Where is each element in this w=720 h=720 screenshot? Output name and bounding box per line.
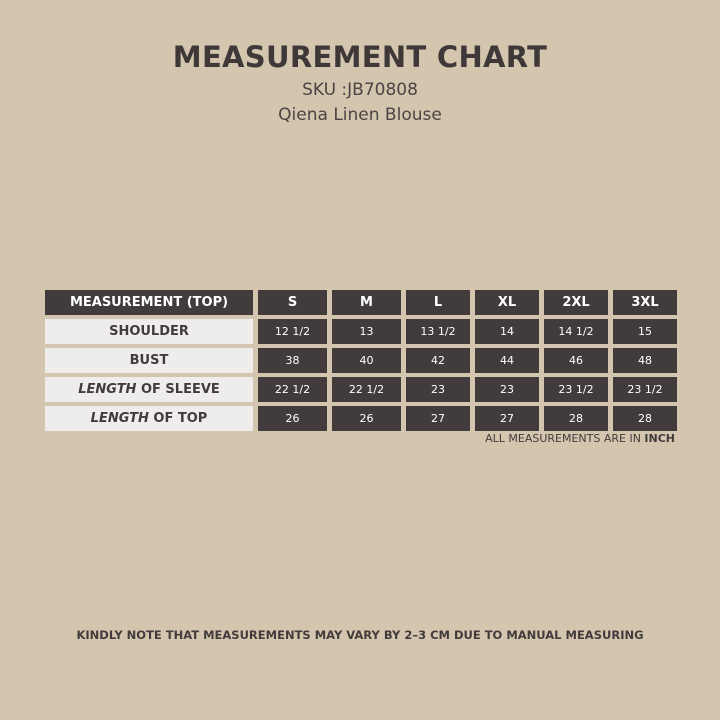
table-cell: 23 1/2 (544, 377, 608, 402)
size-header-2xl: 2XL (544, 290, 608, 315)
product-name: Qiena Linen Blouse (278, 105, 442, 125)
row-label-bust (45, 348, 253, 373)
unit-note-text: ALL MEASUREMENTS ARE IN (485, 432, 645, 445)
table-cell: 23 1/2 (613, 377, 677, 402)
table-cell: 13 1/2 (406, 319, 470, 344)
row-label-text: OF SLEEVE (136, 382, 220, 397)
row-label-emphasis: LENGTH (90, 411, 149, 426)
table-cell: 27 (475, 406, 539, 431)
table-cell: 40 (332, 348, 401, 373)
footer-disclaimer: KINDLY NOTE THAT MEASUREMENTS MAY VARY BY 2–3 CM DUE TO MANUAL MEASURING (76, 628, 644, 642)
table-row (45, 319, 677, 344)
table-cell: 15 (613, 319, 677, 344)
table-corner-label: MEASUREMENT (TOP) (45, 290, 253, 315)
table-cell: 23 (475, 377, 539, 402)
page-title: MEASUREMENT CHART (172, 40, 548, 74)
sku-label: SKU :JB70808 (302, 80, 418, 100)
measurement-table (45, 290, 677, 435)
table-cell: 13 (332, 319, 401, 344)
table-cell: 27 (406, 406, 470, 431)
size-header-l: L (406, 290, 470, 315)
table-cell: 23 (406, 377, 470, 402)
size-header-s: S (258, 290, 327, 315)
table-cell: 48 (613, 348, 677, 373)
row-label-text: OF TOP (148, 411, 208, 426)
row-label-text: SHOULDER (109, 324, 189, 339)
table-cell: 44 (475, 348, 539, 373)
unit-note-unit: INCH (644, 432, 675, 445)
size-header-m: M (332, 290, 401, 315)
size-header-3xl: 3XL (613, 290, 677, 315)
table-cell: 14 1/2 (544, 319, 608, 344)
table-cell: 42 (406, 348, 470, 373)
table-cell: 22 1/2 (258, 377, 327, 402)
size-header-xl: XL (475, 290, 539, 315)
table-row (45, 348, 677, 373)
table-cell: 26 (258, 406, 327, 431)
table-row (45, 377, 677, 402)
unit-note (485, 432, 675, 445)
row-label-length-of-top (45, 406, 253, 431)
table-cell: 26 (332, 406, 401, 431)
table-cell: 28 (544, 406, 608, 431)
table-cell: 14 (475, 319, 539, 344)
table-cell: 22 1/2 (332, 377, 401, 402)
row-label-text: BUST (129, 353, 169, 368)
row-label-length-of-sleeve (45, 377, 253, 402)
table-header-row (45, 290, 677, 315)
table-cell: 28 (613, 406, 677, 431)
row-label-shoulder (45, 319, 253, 344)
table-cell: 38 (258, 348, 327, 373)
table-cell: 46 (544, 348, 608, 373)
table-cell: 12 1/2 (258, 319, 327, 344)
row-label-emphasis: LENGTH (78, 382, 137, 397)
table-row (45, 406, 677, 431)
